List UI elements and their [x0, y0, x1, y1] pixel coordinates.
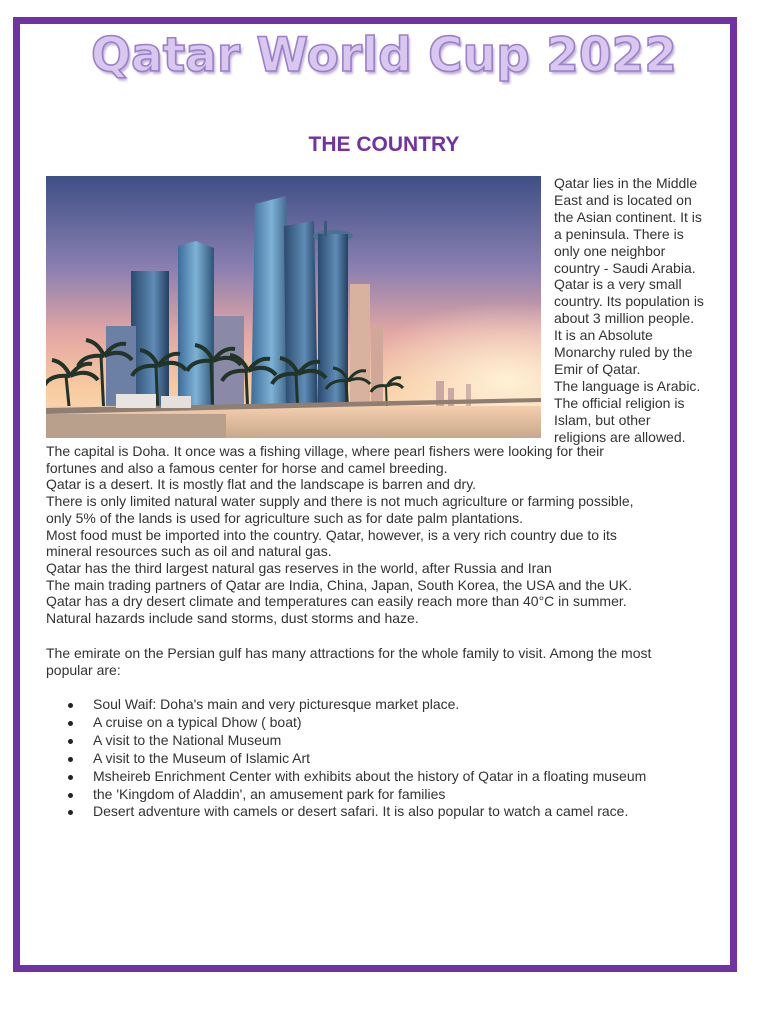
country-details — [46, 443, 736, 627]
details-line: Natural hazards include sand storms, dust storms and haze. — [46, 610, 419, 627]
list-item — [46, 714, 736, 732]
details-line: The main trading partners of Qatar are India, China, Japan, South Korea, the USA and the UK. — [46, 576, 633, 593]
attractions-list — [46, 696, 736, 821]
list-item — [46, 786, 736, 804]
list-item-text: Soul Waif: Doha's main and very picturesque market place. — [93, 696, 460, 712]
list-item — [46, 803, 736, 821]
details-line: Most food must be imported into the country. Qatar, however, is a very rich country due to its — [46, 526, 617, 543]
summary-line: country - Saudi Arabia. — [554, 259, 696, 276]
details-line: mineral resources such as oil and natural gas. — [46, 543, 332, 560]
bullet-icon — [68, 793, 73, 798]
summary-line: a peninsula. There is — [554, 225, 684, 242]
list-item-text: Desert adventure with camels or desert safari. It is also popular to watch a camel race. — [93, 803, 629, 820]
details-line: Qatar is a desert. It is mostly flat and the landscape is barren and dry. — [46, 476, 477, 493]
list-item — [46, 732, 736, 750]
details-line: only 5% of the lands is used for agriculture such as for date palm plantations. — [46, 509, 524, 526]
details-line: fortunes and also a famous center for horse and camel breeding. — [46, 459, 448, 476]
summary-line: The official religion is — [554, 394, 685, 411]
bullet-icon — [68, 775, 73, 780]
list-item-text: the 'Kingdom of Aladdin', an amusement park for families — [93, 785, 446, 802]
list-item-text: A visit to the Museum of Islamic Art — [93, 749, 311, 766]
summary-line: Monarchy ruled by the — [554, 344, 693, 361]
details-line: Qatar has the third largest natural gas reserves in the world, after Russia and Iran — [46, 559, 552, 576]
summary-line: religions are allowed. — [554, 428, 686, 445]
bullet-icon — [68, 810, 73, 815]
bullet-icon — [68, 703, 73, 708]
doha-skyline-photo — [46, 176, 541, 438]
summary-line: It is an Absolute — [554, 327, 653, 344]
summary-line: Qatar is a very small — [554, 276, 682, 293]
attractions-intro — [46, 645, 736, 679]
intro-line: The emirate on the Persian gulf has many attractions for the whole family to visit. Among the most — [46, 645, 652, 661]
bullet-icon — [68, 721, 73, 726]
country-summary — [554, 175, 726, 446]
summary-line: about 3 million people. — [554, 310, 695, 327]
summary-line: The language is Arabic. — [554, 377, 701, 394]
list-item-text: Msheireb Enrichment Center with exhibits about the history of Qatar in a floating museum — [93, 767, 647, 784]
intro-line: popular are: — [46, 661, 121, 678]
summary-line: the Asian continent. It is — [554, 208, 702, 225]
summary-line: Qatar lies in the Middle — [554, 175, 698, 191]
bullet-icon — [68, 739, 73, 744]
details-line: Qatar has a dry desert climate and temperatures can easily reach more than 40°C in summer. — [46, 593, 627, 610]
summary-line: country. Its population is — [554, 293, 704, 310]
list-item-text: A visit to the National Museum — [93, 731, 282, 748]
document-title: Qatar World Cup 2022 — [91, 28, 677, 83]
list-item — [46, 768, 736, 786]
list-item — [46, 750, 736, 768]
summary-line: Islam, but other — [554, 411, 651, 428]
summary-line: only one neighbor — [554, 242, 666, 259]
summary-line: Emir of Qatar. — [554, 360, 641, 377]
list-item — [46, 696, 736, 714]
bullet-icon — [68, 757, 73, 762]
details-line: The capital is Doha. It once was a fishing village, where pearl fishers were looking for their — [46, 443, 604, 459]
list-item-text: A cruise on a typical Dhow ( boat) — [93, 713, 302, 730]
details-line: There is only limited natural water supply and there is not much agriculture or farming possible, — [46, 493, 634, 510]
summary-line: East and is located on — [554, 191, 692, 208]
section-heading: THE COUNTRY — [308, 133, 460, 156]
